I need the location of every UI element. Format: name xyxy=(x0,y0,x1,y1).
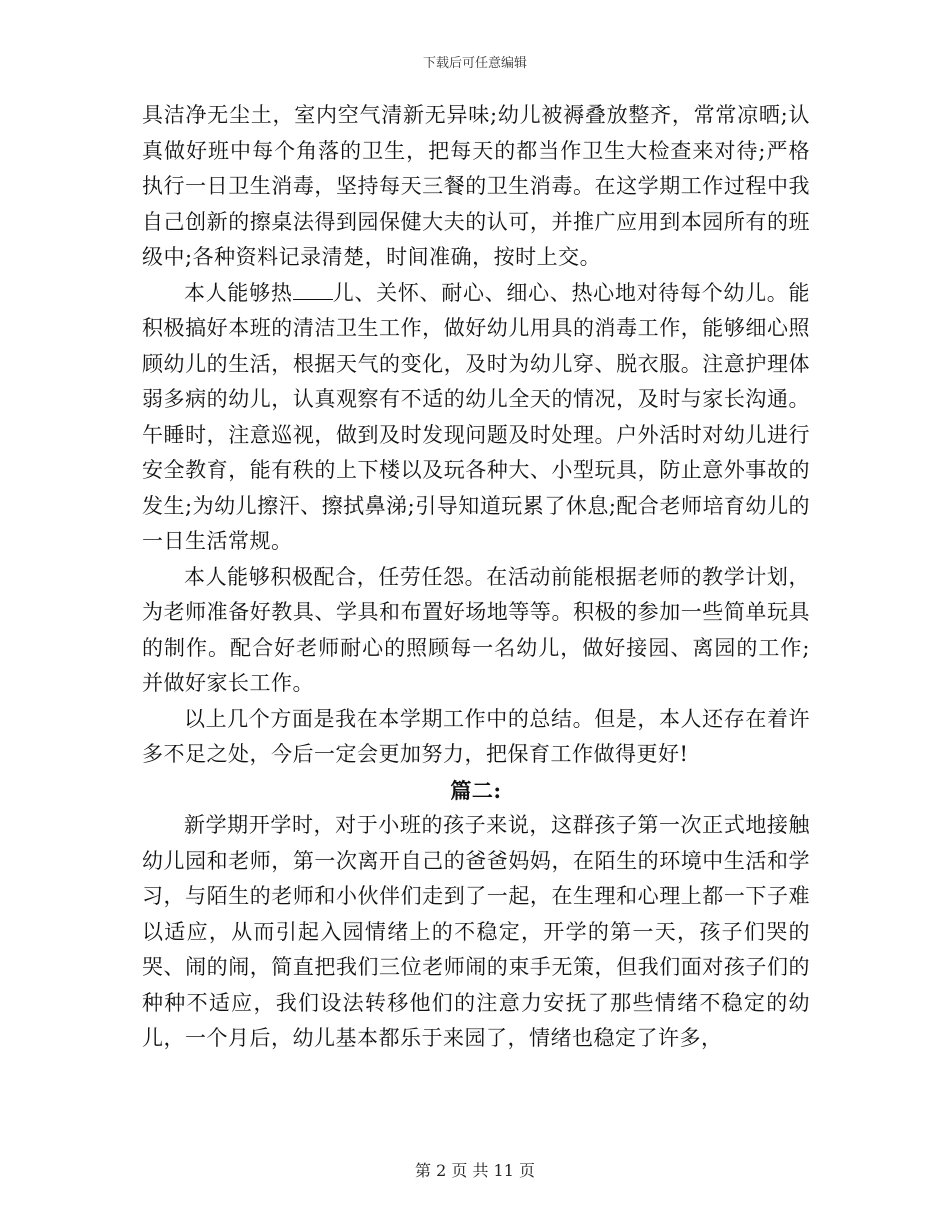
paragraph-cooperation: 本人能够积极配合，任劳任怨。在活动前能根据老师的教学计划，为老师准备好教具、学具和布置好场地等等。积极的参加一些简单玩具的制作。配合好老师耐心的照顾每一名幼儿，做好接园、离园的工作;并做好家长工作。 xyxy=(142,564,810,695)
paragraph-continuation: 具洁净无尘土，室内空气清新无异味;幼儿被褥叠放整齐，常常凉晒;认真做好班中每个角落的卫生，把每天的都当作卫生大检查来对待;严格执行一日卫生消毒，坚持每天三餐的卫生消毒。在这学期工作过程中我自己创新的擦桌法得到园保健大夫的认可，并推广应用到本园所有的班级中;各种资料记录清楚，时间准确，按时上交。 xyxy=(142,103,810,269)
section-title: 篇二: xyxy=(450,777,502,803)
page-number: 第 2 页 共 11 页 xyxy=(415,1161,535,1180)
paragraph-new-semester: 新学期开学时，对于小班的孩子来说，这群孩子第一次正式地接触幼儿园和老师，第一次离开自己的爸爸妈妈，在陌生的环境中生活和学习，与陌生的老师和小伙伴们走到了一起，在生理和心理上都一下子难以适应，从而引起入园情绪上的不稳定，开学的第一天，孩子们哭的哭、闹的闹，简直把我们三位老师闹的束手无策，但我们面对孩子们的种种不适应，我们设法转移他们的注意力安抚了那些情绪不稳定的幼儿，一个月后，幼儿基本都乐于来园了，情绪也稳定了许多， xyxy=(142,813,810,1050)
paragraph-text-before-blank: 本人能够热 xyxy=(184,280,293,305)
fill-in-blank xyxy=(293,281,333,300)
paragraph-summary: 以上几个方面是我在本学期工作中的总结。但是，本人还存在着许多不足之处，今后一定会更加努力，把保育工作做得更好! xyxy=(142,706,810,766)
paragraph-care-duties xyxy=(142,276,810,560)
paragraph-text-after-blank: 儿、关怀、耐心、细心、热心地对待每个幼儿。能积极搞好本班的清洁卫生工作，做好幼儿用具的消毒工作，能够细心照顾幼儿的生活，根据天气的变化，及时为幼儿穿、脱衣服。注意护理体弱多病的幼儿，认真观察有不适的幼儿全天的情况，及时与家长沟通。午睡时，注意巡视，做到及时发现问题及时处理。户外活时对幼儿进行安全教育，能有秩的上下楼以及玩各种大、小型玩具，防止意外事故的发生;为幼儿擦汗、擦拭鼻涕;引导知道玩累了休息;配合老师培育幼儿的一日生活常规。 xyxy=(142,280,811,553)
page-header: 下载后可任意编辑 xyxy=(422,56,527,71)
document-body xyxy=(142,98,810,1057)
